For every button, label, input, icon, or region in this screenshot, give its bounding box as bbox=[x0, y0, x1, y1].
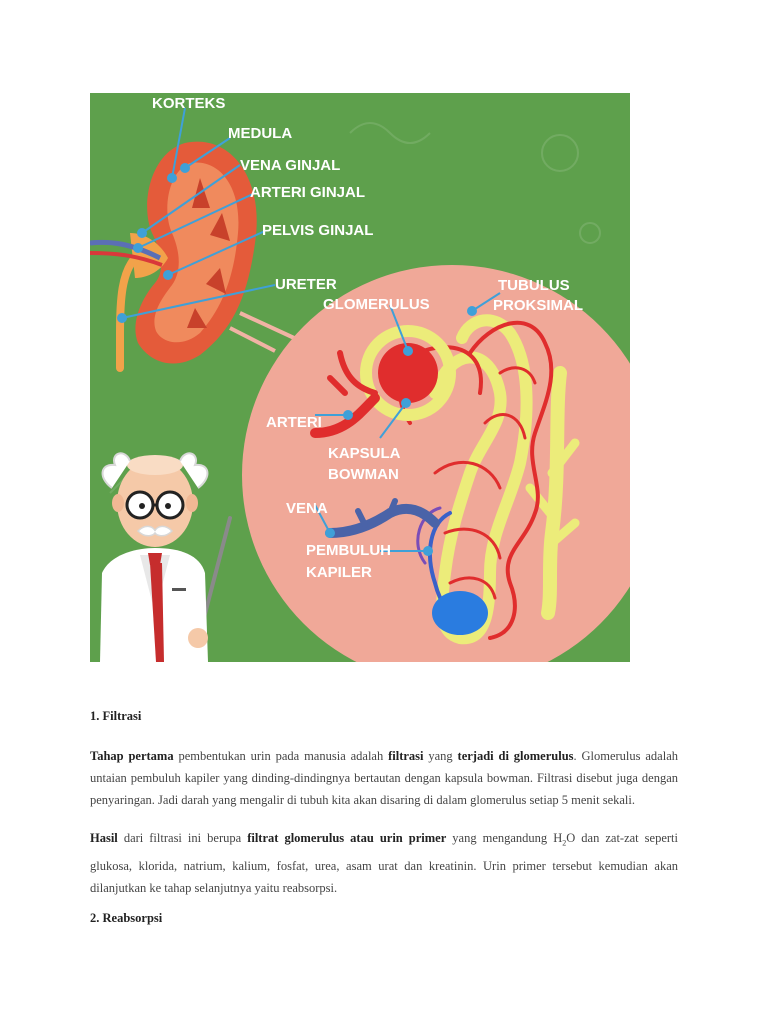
bold-text: Hasil bbox=[90, 831, 118, 845]
label-arteri: ARTERI bbox=[266, 414, 322, 431]
label-tubulus: TUBULUS bbox=[498, 277, 570, 294]
label-arteri-ginjal: ARTERI GINJAL bbox=[250, 184, 366, 201]
body-text: yang bbox=[423, 749, 458, 763]
paragraph-filtrasi-1 bbox=[90, 745, 678, 811]
label-pembuluh: PEMBULUH bbox=[306, 542, 391, 559]
body-text: pembentukan urin pada manusia adalah bbox=[173, 749, 389, 763]
bold-text: Tahap pertama bbox=[90, 749, 174, 763]
body-text: . Glomerulus adalah untaian pembuluh kapiler yang dinding-dindingnya bertautan dengan kapsula bowman. Filtrasi disebut juga dengan penyaringan. Jadi darah yang mengalir di tubuh kita akan disaring di dalam glomerulus setiap 5 menit sekali. bbox=[90, 749, 678, 807]
label-proksimal: PROKSIMAL bbox=[493, 297, 583, 314]
ureter-tube bbox=[120, 258, 135, 368]
label-vena: VENA bbox=[286, 500, 328, 517]
bold-text: filtrasi bbox=[388, 749, 424, 763]
bold-text: terjadi di glomerulus bbox=[457, 749, 574, 763]
label-medula: MEDULA bbox=[228, 125, 293, 142]
kidney-diagram bbox=[90, 93, 630, 662]
label-ureter: URETER bbox=[275, 276, 337, 293]
subscript: 2 bbox=[562, 838, 567, 848]
label-korteks: KORTEKS bbox=[152, 95, 226, 112]
label-kapiler: KAPILER bbox=[306, 564, 372, 581]
kidney-illustration bbox=[90, 93, 630, 662]
label-kapsula: KAPSULA bbox=[328, 445, 401, 462]
label-bowman: BOWMAN bbox=[328, 466, 399, 483]
label-pelvis-ginjal: PELVIS GINJAL bbox=[262, 222, 374, 239]
body-text: O dan zat-zat seperti glukosa, klorida, natrium, kalium, fosfat, urea, asam urat dan kreatinin. Urin primer tersebut kemudian akan dilanjutkan ke tahap selanjutnya yaitu reabsorpsi. bbox=[90, 831, 678, 895]
label-vena-ginjal: VENA GINJAL bbox=[240, 157, 341, 174]
bold-text: filtrat glomerulus atau urin primer bbox=[247, 831, 447, 845]
body-text: yang mengandung H bbox=[446, 831, 563, 845]
body-text: dari filtrasi ini berupa bbox=[117, 831, 248, 845]
label-glomerulus: GLOMERULUS bbox=[323, 296, 430, 313]
paragraph-filtrasi-2 bbox=[90, 827, 678, 899]
section-heading-filtrasi: 1. Filtrasi bbox=[90, 709, 142, 723]
section-heading-reabsorpsi: 2. Reabsorpsi bbox=[90, 911, 163, 925]
